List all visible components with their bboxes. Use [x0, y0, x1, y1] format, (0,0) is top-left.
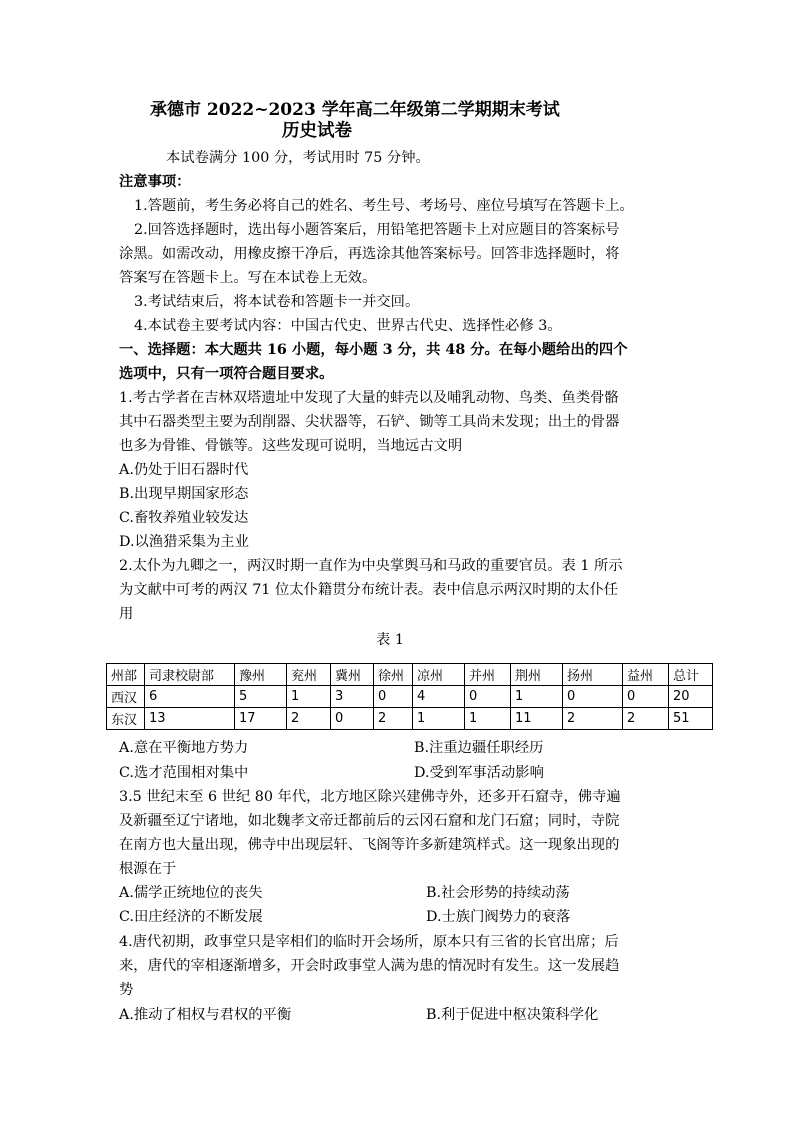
question-4-option: B.利于促进中枢决策科学化: [426, 1007, 599, 1023]
table-header-row: [107, 664, 713, 686]
notes-line: 4.本试卷主要考试内容：中国古代史、世界古代史、选择性必修 3。: [134, 318, 562, 334]
table-cell: 11: [511, 708, 563, 730]
notes-line: 2.回答选择题时，选出每小题答案后，用铅笔把答题卡上对应题目的答案标号: [134, 222, 620, 238]
table-header-cell: 并州: [465, 664, 511, 686]
table-cell: 2: [563, 708, 623, 730]
notes-line: 3.考试结束后，将本试卷和答题卡一并交回。: [134, 294, 420, 310]
table-cell: 1: [287, 686, 331, 708]
table-cell: 5: [235, 686, 287, 708]
table-cell: 西汉: [107, 686, 145, 708]
table-cell: 1: [413, 708, 465, 730]
question-2-stem: 用: [119, 606, 134, 622]
table-row: [107, 708, 713, 730]
question-2-option: B.注重边疆任职经历: [414, 740, 544, 756]
question-3-stem: 根源在于: [119, 861, 177, 877]
question-1-option: C.畜牧养殖业较发达: [119, 510, 249, 526]
question-2-option: D.受到军事活动影响: [414, 765, 544, 781]
question-3-stem: 在南方也大量出现，佛寺中出现层轩、飞阁等许多新建筑样式。这一现象出现的: [119, 837, 620, 853]
question-2-stem: 2.太仆为九卿之一，两汉时期一直作为中央掌舆马和马政的重要官员。表 1 所示: [119, 558, 623, 574]
table-cell: 0: [623, 686, 669, 708]
table-caption: 表 1: [376, 632, 404, 648]
table-cell: 3: [331, 686, 374, 708]
question-3-option: B.社会形势的持续动荡: [426, 885, 570, 901]
exam-title: 承德市 2022~2023 学年高二年级第二学期期末考试: [150, 100, 560, 120]
table-cell: 2: [287, 708, 331, 730]
question-1-stem: 也多为骨锥、骨镞等。这些发现可说明，当地远古文明: [119, 438, 463, 454]
question-4-option: A.推动了相权与君权的平衡: [119, 1007, 292, 1023]
table-cell: 17: [235, 708, 287, 730]
table-cell: 2: [374, 708, 413, 730]
question-4-stem: 势: [119, 982, 134, 998]
table-cell: 51: [669, 708, 713, 730]
table-cell: 1: [465, 708, 511, 730]
notes-line: 答案写在答题卡上。写在本试卷上无效。: [119, 270, 377, 286]
question-3-option: D.士族门阀势力的衰落: [426, 909, 571, 925]
table-header-cell: 豫州: [235, 664, 287, 686]
question-3-stem: 及新疆至辽宁诸地，如北魏孝文帝迁都前后的云冈石窟和龙门石窟；同时，寺院: [119, 813, 620, 829]
question-4-stem: 4.唐代初期，政事堂只是宰相们的临时开会场所，原本只有三省的长官出席；后: [119, 934, 619, 950]
table-1: [106, 663, 713, 730]
exam-intro: 本试卷满分 100 分，考试用时 75 分钟。: [166, 150, 430, 166]
table-cell: 13: [145, 708, 235, 730]
table-cell: 0: [563, 686, 623, 708]
table-row: [107, 686, 713, 708]
table-header-cell: 徐州: [374, 664, 413, 686]
table-cell: 20: [669, 686, 713, 708]
question-3-stem: 3.5 世纪末至 6 世纪 80 年代，北方地区除兴建佛寺外，还多开石窟寺，佛寺遍: [119, 789, 621, 805]
question-1-stem: 其中石器类型主要为刮削器、尖状器等，石铲、锄等工具尚未发现；出土的骨器: [119, 414, 620, 430]
question-1-option: B.出现早期国家形态: [119, 486, 249, 502]
table-cell: 4: [413, 686, 465, 708]
table-header-cell: 凉州: [413, 664, 465, 686]
table-cell: 2: [623, 708, 669, 730]
question-2-stem: 为文献中可考的两汉 71 位太仆籍贯分布统计表。表中信息示两汉时期的太仆任: [119, 582, 619, 598]
notes-line: 1.答题前，考生务必将自己的姓名、考生号、考场号、座位号填写在答题卡上。: [134, 198, 634, 214]
table-cell: 6: [145, 686, 235, 708]
question-1-option: A.仍处于旧石器时代: [119, 462, 249, 478]
question-2-option: A.意在平衡地方势力: [119, 740, 249, 756]
table-header-cell: 州部: [107, 664, 145, 686]
question-1-option: D.以渔猎采集为主业: [119, 534, 249, 550]
section-heading: 一、选择题：本大题共 16 小题，每小题 3 分，共 48 分。在每小题给出的四个: [119, 342, 628, 358]
notes-heading: 注意事项：: [119, 174, 191, 190]
table-header-cell: 益州: [623, 664, 669, 686]
table-cell: 0: [465, 686, 511, 708]
question-3-option: A.儒学正统地位的丧失: [119, 885, 263, 901]
exam-subject: 历史试卷: [282, 121, 352, 141]
table-header-cell: 司隶校尉部: [145, 664, 235, 686]
question-1-stem: 1.考古学者在吉林双塔遗址中发现了大量的蚌壳以及哺乳动物、鸟类、鱼类骨骼: [119, 390, 619, 406]
table-header-cell: 兖州: [287, 664, 331, 686]
question-4-stem: 来，唐代的宰相逐渐增多，开会时政事堂人满为患的情况时有发生。这一发展趋: [119, 958, 620, 974]
question-2-option: C.选才范围相对集中: [119, 765, 249, 781]
table-cell: 0: [374, 686, 413, 708]
table-header-cell: 荆州: [511, 664, 563, 686]
table-header-cell: 扬州: [563, 664, 623, 686]
table-cell: 1: [511, 686, 563, 708]
notes-line: 涂黑。如需改动，用橡皮擦干净后，再选涂其他答案标号。回答非选择题时，将: [119, 246, 620, 262]
question-3-option: C.田庄经济的不断发展: [119, 909, 263, 925]
table-cell: 东汉: [107, 708, 145, 730]
table-header-cell: 冀州: [331, 664, 374, 686]
table-header-cell: 总计: [669, 664, 713, 686]
section-heading: 选项中，只有一项符合题目要求。: [119, 366, 334, 382]
table-cell: 0: [331, 708, 374, 730]
